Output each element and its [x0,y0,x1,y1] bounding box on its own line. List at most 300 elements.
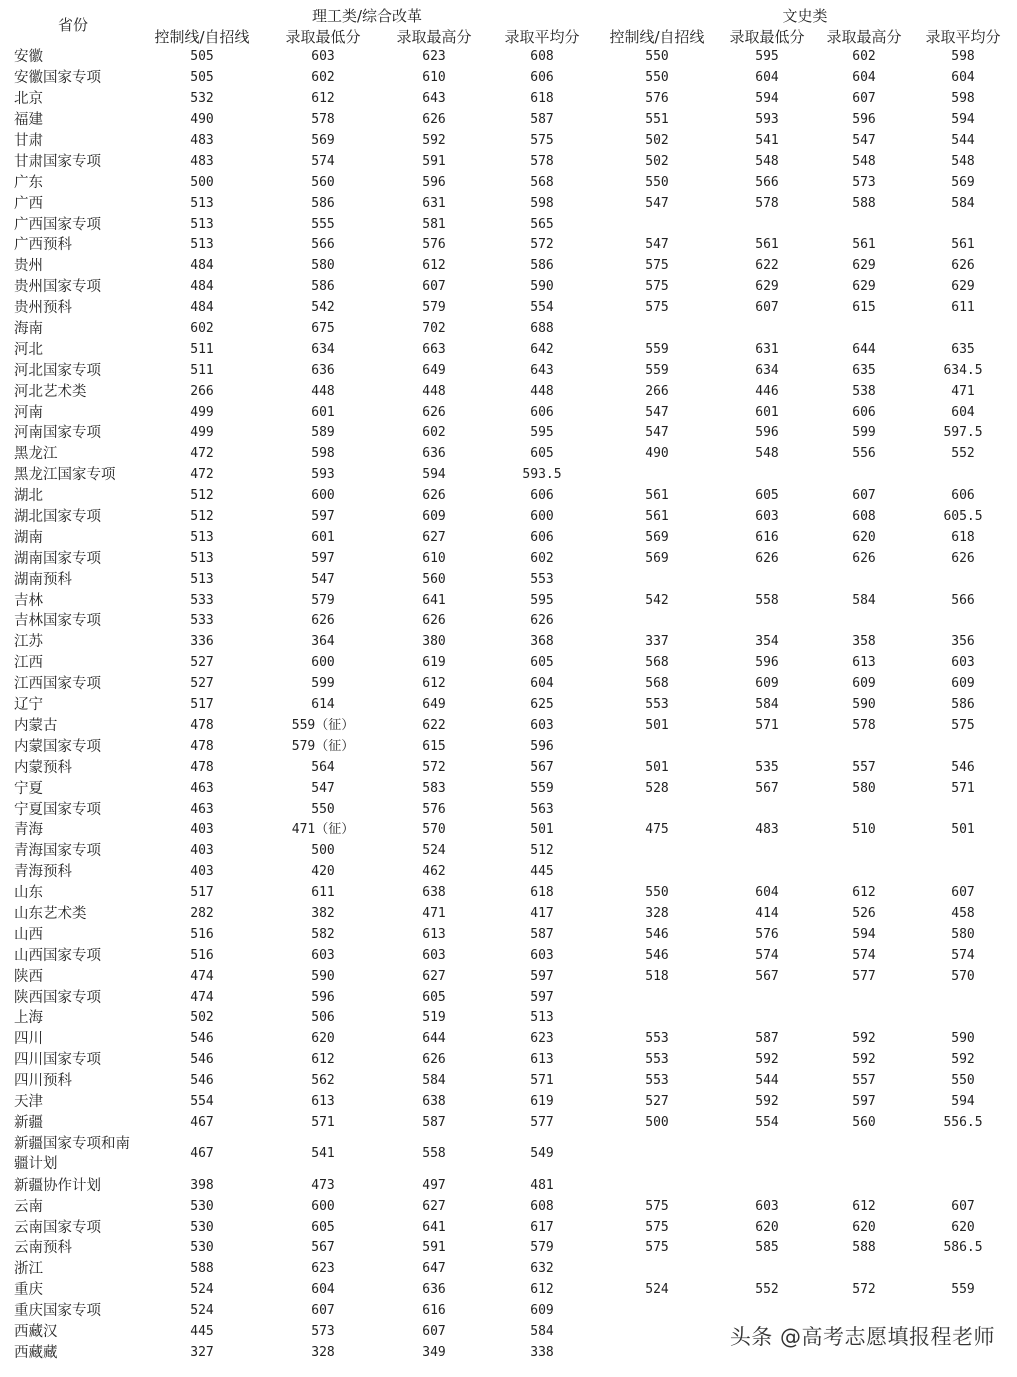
art-min-score-cell: 604 [755,70,779,86]
sci-control-line-cell: 532 [190,91,214,107]
sci-max-score-cell: 638 [422,885,446,901]
sci-avg-score-cell: 512 [530,843,554,859]
art-control-line-cell [596,569,718,590]
art-avg-score-cell [912,465,1014,486]
sci-min-score-cell: 614 [311,697,335,713]
table-row [14,924,1014,945]
art-min-score-cell [718,799,816,820]
table-row [14,486,1014,507]
sci-avg-score-cell: 590 [530,279,554,295]
sci-min-score-cell: 586 [311,195,335,211]
art-min-score-cell: 548 [755,153,779,169]
sci-max-score-cell: 497 [422,1177,446,1193]
art-avg-score-cell: 594 [951,112,975,128]
art-avg-score-cell: 629 [951,279,975,295]
table-row [14,695,1014,716]
sci-control-line-cell: 524 [190,1282,214,1298]
sci-min-score-cell: 600 [311,488,335,504]
table-row [14,716,1014,737]
province-cell: 新疆国家专项和南疆计划 [14,1136,130,1173]
sci-min-score-cell: 620 [311,1031,335,1047]
art-min-score-cell [718,1175,816,1196]
sci-min-score-cell: 597 [311,509,335,525]
art-control-line-cell: 547 [645,425,669,441]
sci-avg-score-cell: 586 [530,258,554,274]
art-control-line-cell: 550 [645,49,669,65]
art-control-line-cell [596,1133,718,1175]
sci-max-score-cell: 576 [422,801,446,817]
art-max-score-cell: 604 [852,70,876,86]
art-min-score-cell: 535 [755,759,779,775]
sci-avg-score-cell: 623 [530,1031,554,1047]
art-control-line-cell: 527 [645,1093,669,1109]
table-row [14,1029,1014,1050]
art-min-score-cell: 593 [755,112,779,128]
sci-min-score-cell: 603 [311,947,335,963]
art-min-score-cell: 626 [755,550,779,566]
sci-control-line-cell: 527 [190,676,214,692]
sci-avg-score-cell: 602 [530,550,554,566]
art-control-line-cell [596,1175,718,1196]
table-row [14,632,1014,653]
sci-control-line-cell: 546 [190,1031,214,1047]
table-row [14,1133,1014,1175]
province-cell: 安徽国家专项 [14,70,101,87]
art-control-line-cell: 328 [645,905,669,921]
art-avg-score-cell: 356 [951,634,975,650]
art-avg-score-cell: 501 [951,822,975,838]
sci-min-score-cell: 420 [311,864,335,880]
table-row [14,799,1014,820]
sci-control-line-cell: 490 [190,112,214,128]
sci-control-line-cell: 484 [190,300,214,316]
table-row [14,1196,1014,1217]
sci-max-score-cell: 649 [422,362,446,378]
sci-avg-score-header: 录取平均分 [504,28,580,46]
art-control-line-cell: 575 [645,1198,669,1214]
sci-avg-score-cell: 567 [530,759,554,775]
art-avg-score-cell: 556.5 [943,1114,983,1130]
art-max-score-cell: 588 [852,195,876,211]
art-avg-score-cell: 574 [951,947,975,963]
sci-min-score-cell: 601 [311,529,335,545]
sci-avg-score-cell: 603 [530,947,554,963]
art-control-line-cell: 575 [645,1240,669,1256]
art-max-score-cell: 620 [852,1219,876,1235]
art-min-score-cell: 544 [755,1073,779,1089]
sci-min-score-cell: 586 [311,279,335,295]
sci-max-score-cell: 616 [422,1303,446,1319]
sci-avg-score-cell: 578 [530,153,554,169]
art-max-score-cell: 577 [852,968,876,984]
art-control-line-cell [596,841,718,862]
art-max-score-cell [816,1259,912,1280]
art-control-line-cell: 553 [645,697,669,713]
province-cell: 西藏汉 [14,1323,58,1340]
province-cell: 河北艺术类 [14,383,87,400]
sci-min-score-cell: 562 [311,1073,335,1089]
table-row [14,193,1014,214]
art-max-score-cell: 606 [852,404,876,420]
sci-min-score-cell: 626 [311,613,335,629]
sci-max-score-cell: 663 [422,341,446,357]
art-control-line-cell: 502 [645,153,669,169]
province-cell: 内蒙国家专项 [14,738,101,755]
sci-control-line-cell: 445 [190,1323,214,1339]
sci-min-score-cell: 611 [311,885,335,901]
art-max-score-cell: 561 [852,237,876,253]
sci-max-score-cell: 603 [422,947,446,963]
art-avg-score-cell: 605.5 [943,509,983,525]
sci-min-score-cell: 382 [311,905,335,921]
sci-max-score-cell: 607 [422,279,446,295]
sci-max-score-cell: 570 [422,822,446,838]
sci-max-score-cell: 610 [422,70,446,86]
province-cell: 黑龙江国家专项 [14,467,116,484]
art-control-line-cell: 569 [645,550,669,566]
table-row [14,987,1014,1008]
sci-avg-score-cell: 626 [530,613,554,629]
sci-control-line-cell: 398 [190,1177,214,1193]
sci-min-score-cell: 605 [311,1219,335,1235]
table-row [14,1217,1014,1238]
art-min-score-cell [718,569,816,590]
sci-min-score-cell: 600 [311,655,335,671]
art-max-score-cell [816,841,912,862]
sci-min-score-cell: 675 [311,321,335,337]
art-control-line-cell: 528 [645,780,669,796]
sci-max-score-cell: 636 [422,446,446,462]
art-avg-score-cell: 597.5 [943,425,983,441]
sci-max-score-cell: 622 [422,717,446,733]
art-control-line-cell: 547 [645,237,669,253]
art-avg-score-cell: 598 [951,91,975,107]
sci-avg-score-cell: 597 [530,968,554,984]
sci-avg-score-cell: 609 [530,1303,554,1319]
art-avg-score-cell: 598 [951,49,975,65]
art-max-score-cell: 557 [852,759,876,775]
art-control-line-cell: 568 [645,676,669,692]
province-cell: 山东艺术类 [14,905,87,922]
sci-min-score-cell: 636 [311,362,335,378]
sci-avg-score-cell: 643 [530,362,554,378]
sci-max-score-cell: 462 [422,864,446,880]
sci-avg-score-cell: 572 [530,237,554,253]
sci-avg-score-cell: 617 [530,1219,554,1235]
sci-control-line-cell: 266 [190,383,214,399]
province-cell: 河南 [14,404,43,421]
sci-control-line-cell: 472 [190,467,214,483]
sci-min-score-cell: 560 [311,174,335,190]
table-row [14,214,1014,235]
sci-control-line-cell: 483 [190,133,214,148]
art-max-score-cell: 526 [852,905,876,921]
art-avg-score-cell: 590 [951,1031,975,1047]
sci-avg-score-cell: 600 [530,509,554,525]
table-row [14,360,1014,381]
province-cell: 青海预科 [14,864,72,881]
sci-max-score-cell: 572 [422,759,446,775]
art-avg-score-cell: 548 [951,153,975,169]
province-cell: 辽宁 [14,697,43,714]
sci-min-score-cell: 569 [311,133,335,148]
art-min-score-cell: 604 [755,885,779,901]
art-min-score-cell [718,1259,816,1280]
sci-max-score-cell: 448 [422,383,446,399]
art-avg-score-cell [912,1301,1014,1322]
province-cell: 安徽 [14,49,43,66]
art-min-score-cell: 595 [755,49,779,65]
sci-max-score-cell: 609 [422,509,446,525]
art-avg-score-cell: 584 [951,195,975,211]
sci-control-line-cell: 513 [190,195,214,211]
sci-avg-score-cell: 642 [530,341,554,357]
table-row [14,904,1014,925]
art-min-score-cell [718,1133,816,1175]
sci-max-score-cell: 626 [422,112,446,128]
sci-min-score-cell: 564 [311,759,335,775]
art-control-line-cell: 576 [645,91,669,107]
sci-min-score-cell: 364 [311,634,335,650]
art-control-line-cell: 337 [645,634,669,650]
sci-min-score-cell: 613 [311,1093,335,1109]
art-control-line-cell [596,987,718,1008]
art-avg-score-cell [912,987,1014,1008]
sci-max-score-cell: 524 [422,843,446,859]
sci-max-score-cell: 644 [422,1031,446,1047]
sci-avg-score-cell: 603 [530,717,554,733]
sci-avg-score-cell: 587 [530,926,554,942]
province-cell: 四川 [14,1031,43,1048]
province-cell: 西藏藏 [14,1344,58,1361]
sci-avg-score-cell: 417 [530,905,554,921]
sci-avg-score-cell: 501 [530,822,554,838]
province-cell: 上海 [14,1010,43,1027]
sci-avg-score-cell: 608 [530,49,554,65]
art-avg-score-cell: 611 [951,300,975,316]
art-min-score-cell: 607 [755,300,779,316]
sci-control-line-cell: 478 [190,717,214,733]
sci-max-score-cell: 649 [422,697,446,713]
sci-avg-score-cell: 605 [530,446,554,462]
art-control-line-cell [596,736,718,757]
art-min-score-cell [718,465,816,486]
art-min-score-cell: 596 [755,425,779,441]
sci-control-line-cell: 516 [190,947,214,963]
art-avg-score-cell [912,569,1014,590]
sci-control-line-cell: 530 [190,1240,214,1256]
table-row [14,1112,1014,1133]
sci-avg-score-cell: 338 [530,1344,554,1360]
art-control-line-cell: 553 [645,1031,669,1047]
sci-avg-score-cell: 549 [530,1146,554,1162]
province-cell: 青海 [14,822,43,839]
sci-min-score-cell: 590 [311,968,335,984]
province-cell: 内蒙古 [14,717,58,734]
sci-min-score-cell: 600 [311,1198,335,1214]
art-control-line-cell: 518 [645,968,669,984]
art-min-score-cell: 620 [755,1219,779,1235]
art-min-score-cell: 571 [755,717,779,733]
art-max-score-cell [816,319,912,340]
art-max-score-cell: 597 [852,1093,876,1109]
art-min-score-cell: 584 [755,697,779,713]
art-control-line-cell: 542 [645,592,669,608]
sci-min-score-cell: 597 [311,550,335,566]
sci-max-score-cell: 605 [422,989,446,1005]
province-cell: 青海国家专项 [14,843,101,860]
sci-min-score-cell: 579 [311,592,335,608]
art-control-line-cell: 266 [645,383,669,399]
sci-control-line-cell: 530 [190,1219,214,1235]
sci-max-score-cell: 612 [422,258,446,274]
art-min-score-cell: 601 [755,404,779,420]
art-max-score-cell: 602 [852,49,876,65]
sci-control-line-cell: 588 [190,1261,214,1277]
sci-max-score-cell: 519 [422,1010,446,1026]
art-control-line-cell: 524 [645,1282,669,1298]
sci-min-score-cell: 582 [311,926,335,942]
sci-min-score-cell: 559（征） [291,717,355,733]
art-control-line-cell: 501 [645,717,669,733]
art-control-line-cell: 547 [645,195,669,211]
province-cell: 四川预科 [14,1073,72,1090]
province-cell: 江西国家专项 [14,676,101,693]
sci-avg-score-cell: 553 [530,571,554,587]
sci-control-line-cell: 512 [190,488,214,504]
art-avg-score-cell [912,799,1014,820]
art-control-line-cell: 475 [645,822,669,838]
sci-max-score-cell: 581 [422,216,446,232]
art-control-line-cell: 575 [645,1219,669,1235]
sci-control-line-cell: 527 [190,655,214,671]
sci-max-score-cell: 619 [422,655,446,671]
art-avg-score-cell [912,214,1014,235]
sci-min-score-cell: 542 [311,300,335,316]
art-min-score-cell: 616 [755,529,779,545]
sci-control-line-cell: 512 [190,509,214,525]
art-avg-score-cell: 634.5 [943,362,983,378]
table-row [14,820,1014,841]
sci-min-score-header: 录取最低分 [285,28,361,46]
sci-avg-score-cell: 368 [530,634,554,650]
sci-max-score-cell: 560 [422,571,446,587]
table-row [14,674,1014,695]
sci-control-line-cell: 513 [190,237,214,253]
province-cell: 贵州国家专项 [14,279,101,296]
art-max-score-cell [816,465,912,486]
sci-control-line-cell: 483 [190,153,214,169]
art-max-score-cell: 538 [852,383,876,399]
province-cell: 河北国家专项 [14,362,101,379]
sci-max-score-cell: 610 [422,550,446,566]
province-cell: 海南 [14,321,43,338]
art-avg-score-cell: 569 [951,174,975,190]
art-max-score-cell [816,1175,912,1196]
art-max-score-cell: 358 [852,634,876,650]
table-row [14,1238,1014,1259]
art-min-score-cell: 622 [755,258,779,274]
art-min-score-cell: 446 [755,383,779,399]
sci-max-score-cell: 471 [422,905,446,921]
table-row [14,757,1014,778]
art-control-line-cell: 550 [645,885,669,901]
art-min-score-cell: 596 [755,655,779,671]
art-avg-score-cell [912,1133,1014,1175]
art-avg-score-cell: 458 [951,905,975,921]
sci-avg-score-cell: 604 [530,676,554,692]
sci-control-line-cell: 336 [190,634,214,650]
province-cell: 山西国家专项 [14,947,101,964]
province-cell: 贵州 [14,258,43,275]
province-cell: 云南国家专项 [14,1219,101,1236]
table-row [14,68,1014,89]
sci-max-score-cell: 626 [422,613,446,629]
sci-min-score-cell: 580 [311,258,335,274]
sci-max-score-cell: 623 [422,49,446,65]
province-cell: 广西 [14,195,43,212]
art-control-line-cell [596,1259,718,1280]
art-control-line-cell: 490 [645,446,669,462]
art-max-score-cell [816,1008,912,1029]
art-avg-score-cell: 550 [951,1073,975,1089]
province-cell: 新疆 [14,1114,43,1131]
art-min-score-cell: 609 [755,676,779,692]
art-control-line-cell [596,799,718,820]
table-row [14,862,1014,883]
sci-avg-score-cell: 448 [530,383,554,399]
province-cell: 云南预科 [14,1240,72,1257]
table-row [14,339,1014,360]
sci-avg-score-cell: 445 [530,864,554,880]
art-min-score-header: 录取最低分 [729,28,805,46]
art-control-line-cell: 550 [645,70,669,86]
art-min-score-cell: 483 [755,822,779,838]
art-control-line-cell [596,1322,718,1343]
sci-control-line-cell: 282 [190,905,214,921]
table-row [14,841,1014,862]
sci-control-line-cell: 474 [190,968,214,984]
sci-avg-score-cell: 593.5 [522,467,562,483]
sci-min-score-cell: 598 [311,446,335,462]
art-avg-score-cell: 618 [951,529,975,545]
sci-max-score-cell: 612 [422,676,446,692]
sci-control-line-cell: 484 [190,279,214,295]
table-row [14,527,1014,548]
art-max-score-cell: 574 [852,947,876,963]
art-avg-score-cell: 552 [951,446,975,462]
sci-min-score-cell: 599 [311,676,335,692]
art-min-score-cell: 567 [755,968,779,984]
sci-control-line-cell: 517 [190,885,214,901]
sci-avg-score-cell: 565 [530,216,554,232]
table-row [14,1259,1014,1280]
art-avg-score-cell: 566 [951,592,975,608]
province-cell: 重庆 [14,1282,43,1299]
art-max-score-cell: 599 [852,425,876,441]
art-control-line-cell: 547 [645,404,669,420]
art-max-score-cell [816,987,912,1008]
sci-min-score-cell: 550 [311,801,335,817]
sci-control-line-cell: 403 [190,843,214,859]
art-min-score-cell: 629 [755,279,779,295]
art-min-score-cell [718,841,816,862]
art-max-score-cell: 629 [852,279,876,295]
art-avg-score-cell: 604 [951,404,975,420]
art-avg-score-cell: 620 [951,1219,975,1235]
sci-min-score-cell: 607 [311,1303,335,1319]
sci-max-score-cell: 627 [422,529,446,545]
